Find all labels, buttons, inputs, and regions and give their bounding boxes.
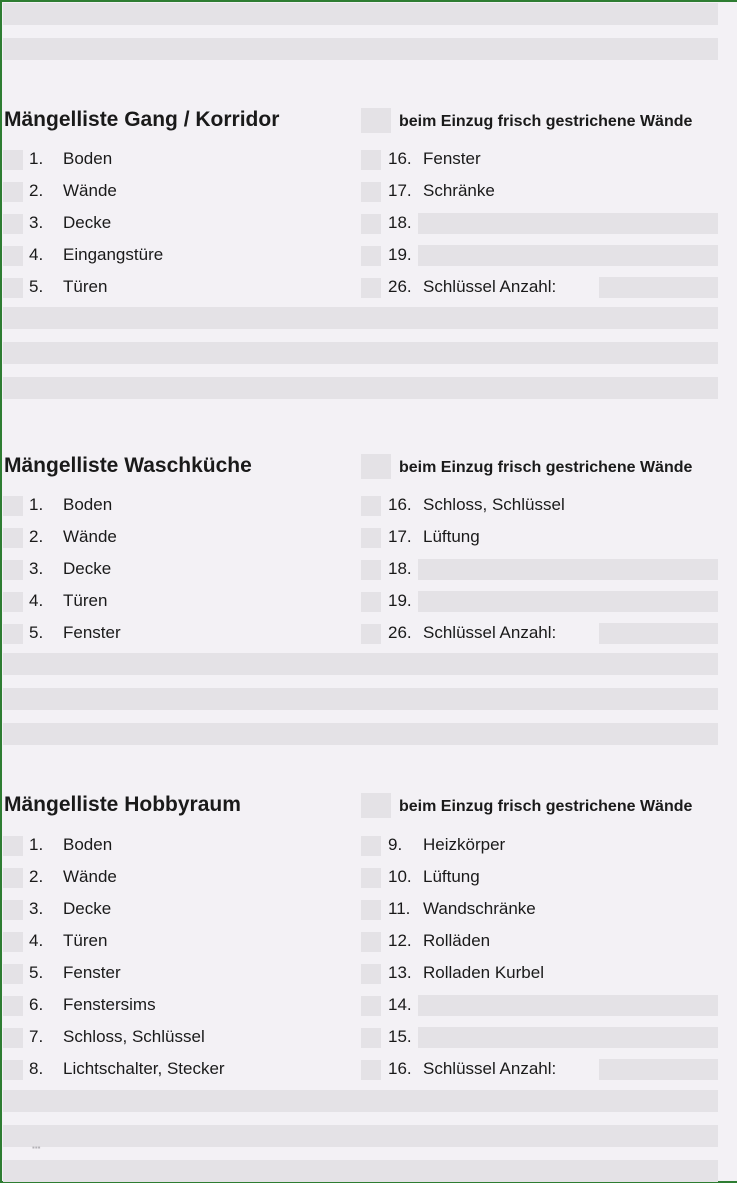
- item-checkbox[interactable]: [3, 528, 23, 548]
- item-checkbox[interactable]: [3, 836, 23, 856]
- item-number: 3.: [29, 559, 44, 578]
- item-checkbox[interactable]: [3, 592, 23, 612]
- item-checkbox[interactable]: [3, 868, 23, 888]
- section-title: Mängelliste Waschküche: [4, 454, 252, 477]
- item-checkbox[interactable]: [361, 592, 381, 612]
- note-line[interactable]: [3, 307, 718, 329]
- key-count-field[interactable]: [599, 623, 718, 644]
- section-title: Mängelliste Hobbyraum: [4, 793, 241, 816]
- item-input-field[interactable]: [418, 213, 718, 234]
- item-number: 17.: [388, 527, 412, 546]
- item-number: 17.: [388, 181, 412, 200]
- repainted-walls-checkbox[interactable]: [361, 108, 391, 133]
- item-checkbox[interactable]: [361, 964, 381, 984]
- item-checkbox[interactable]: [361, 150, 381, 170]
- item-checkbox[interactable]: [361, 1060, 381, 1080]
- item-label: Fenster: [63, 623, 121, 642]
- item-number: 9.: [388, 835, 403, 854]
- item-number: 18.: [388, 213, 412, 232]
- item-checkbox[interactable]: [361, 528, 381, 548]
- item-number: 2.: [29, 867, 44, 886]
- item-label: Rolläden: [423, 931, 491, 950]
- item-label: Schlüssel Anzahl:: [423, 623, 557, 642]
- item-checkbox[interactable]: [3, 996, 23, 1016]
- note-line[interactable]: [3, 1090, 718, 1112]
- item-checkbox[interactable]: [361, 246, 381, 266]
- item-checkbox[interactable]: [361, 996, 381, 1016]
- note-line[interactable]: [3, 688, 718, 710]
- item-label: Türen: [63, 277, 108, 296]
- item-number: 3.: [29, 213, 44, 232]
- note-line[interactable]: [3, 723, 718, 745]
- item-number: 4.: [29, 591, 44, 610]
- item-number: 10.: [388, 867, 412, 886]
- item-number: 4.: [29, 931, 44, 950]
- item-label: Schloss, Schlüssel: [423, 495, 565, 514]
- item-label: Schränke: [423, 181, 495, 200]
- item-checkbox[interactable]: [3, 964, 23, 984]
- item-checkbox[interactable]: [361, 182, 381, 202]
- item-input-field[interactable]: [418, 245, 718, 266]
- item-number: 12.: [388, 931, 412, 950]
- item-number: 5.: [29, 623, 44, 642]
- item-number: 16.: [388, 495, 412, 514]
- note-line[interactable]: [3, 377, 718, 399]
- repainted-walls-label: beim Einzug frisch gestrichene Wände: [399, 459, 693, 476]
- item-label: Eingangstüre: [63, 245, 164, 264]
- item-number: 7.: [29, 1027, 44, 1046]
- item-label: Lichtschalter, Stecker: [63, 1059, 225, 1078]
- item-label: Schloss, Schlüssel: [63, 1027, 205, 1046]
- item-number: 3.: [29, 899, 44, 918]
- item-label: Rolladen Kurbel: [423, 963, 544, 982]
- item-number: 1.: [29, 149, 44, 168]
- item-number: 19.: [388, 245, 412, 264]
- item-number: 19.: [388, 591, 412, 610]
- item-checkbox[interactable]: [361, 214, 381, 234]
- item-label: Fenster: [63, 963, 121, 982]
- faint-page-mark: ▪▪▪: [32, 1143, 41, 1152]
- item-label: Schlüssel Anzahl:: [423, 1059, 557, 1078]
- item-checkbox[interactable]: [3, 1028, 23, 1048]
- item-checkbox[interactable]: [3, 624, 23, 644]
- item-checkbox[interactable]: [361, 560, 381, 580]
- section-title: Mängelliste Gang / Korridor: [4, 108, 280, 131]
- item-label: Heizkörper: [423, 835, 506, 854]
- repainted-walls-checkbox[interactable]: [361, 793, 391, 818]
- item-checkbox[interactable]: [361, 900, 381, 920]
- item-input-field[interactable]: [418, 995, 718, 1016]
- item-number: 26.: [388, 277, 412, 296]
- item-number: 15.: [388, 1027, 412, 1046]
- item-input-field[interactable]: [418, 559, 718, 580]
- item-checkbox[interactable]: [361, 1028, 381, 1048]
- key-count-field[interactable]: [599, 1059, 718, 1080]
- item-input-field[interactable]: [418, 591, 718, 612]
- item-number: 18.: [388, 559, 412, 578]
- item-number: 2.: [29, 527, 44, 546]
- note-line[interactable]: [3, 38, 718, 60]
- note-line[interactable]: [3, 1160, 718, 1182]
- item-label: Wandschränke: [423, 899, 536, 918]
- item-number: 14.: [388, 995, 412, 1014]
- item-label: Türen: [63, 591, 108, 610]
- item-label: Lüftung: [423, 867, 480, 886]
- note-line[interactable]: [3, 3, 718, 25]
- item-number: 11.: [388, 899, 411, 918]
- item-label: Wände: [63, 867, 117, 886]
- key-count-field[interactable]: [599, 277, 718, 298]
- item-label: Boden: [63, 149, 113, 168]
- item-number: 13.: [388, 963, 412, 982]
- item-label: Lüftung: [423, 527, 480, 546]
- item-checkbox[interactable]: [3, 214, 23, 234]
- item-checkbox[interactable]: [3, 150, 23, 170]
- item-number: 5.: [29, 277, 44, 296]
- item-number: 4.: [29, 245, 44, 264]
- item-checkbox[interactable]: [361, 932, 381, 952]
- item-label: Wände: [63, 181, 117, 200]
- repainted-walls-checkbox[interactable]: [361, 454, 391, 479]
- repainted-walls-label: beim Einzug frisch gestrichene Wände: [399, 798, 693, 815]
- item-number: 1.: [29, 835, 44, 854]
- item-checkbox[interactable]: [3, 560, 23, 580]
- item-number: 1.: [29, 495, 44, 514]
- item-checkbox[interactable]: [361, 624, 381, 644]
- item-checkbox[interactable]: [3, 278, 23, 298]
- item-checkbox[interactable]: [3, 182, 23, 202]
- item-checkbox[interactable]: [3, 1060, 23, 1080]
- note-line[interactable]: [3, 342, 718, 364]
- item-label: Türen: [63, 931, 108, 950]
- item-input-field[interactable]: [418, 1027, 718, 1048]
- item-checkbox[interactable]: [3, 496, 23, 516]
- item-label: Schlüssel Anzahl:: [423, 277, 557, 296]
- item-label: Boden: [63, 835, 113, 854]
- item-number: 8.: [29, 1059, 44, 1078]
- note-line[interactable]: [3, 1125, 718, 1147]
- repainted-walls-label: beim Einzug frisch gestrichene Wände: [399, 113, 693, 130]
- item-label: Decke: [63, 899, 112, 918]
- item-label: Wände: [63, 527, 117, 546]
- item-checkbox[interactable]: [3, 246, 23, 266]
- item-checkbox[interactable]: [361, 868, 381, 888]
- item-label: Decke: [63, 559, 112, 578]
- item-checkbox[interactable]: [361, 496, 381, 516]
- item-label: Decke: [63, 213, 112, 232]
- item-checkbox[interactable]: [361, 278, 381, 298]
- item-number: 6.: [29, 995, 44, 1014]
- item-label: Boden: [63, 495, 113, 514]
- item-number: 16.: [388, 149, 412, 168]
- item-checkbox[interactable]: [3, 900, 23, 920]
- item-number: 16.: [388, 1059, 412, 1078]
- item-label: Fenster: [423, 149, 481, 168]
- item-checkbox[interactable]: [361, 836, 381, 856]
- item-number: 26.: [388, 623, 412, 642]
- item-number: 5.: [29, 963, 44, 982]
- item-number: 2.: [29, 181, 44, 200]
- item-checkbox[interactable]: [3, 932, 23, 952]
- item-label: Fenstersims: [63, 995, 156, 1014]
- note-line[interactable]: [3, 653, 718, 675]
